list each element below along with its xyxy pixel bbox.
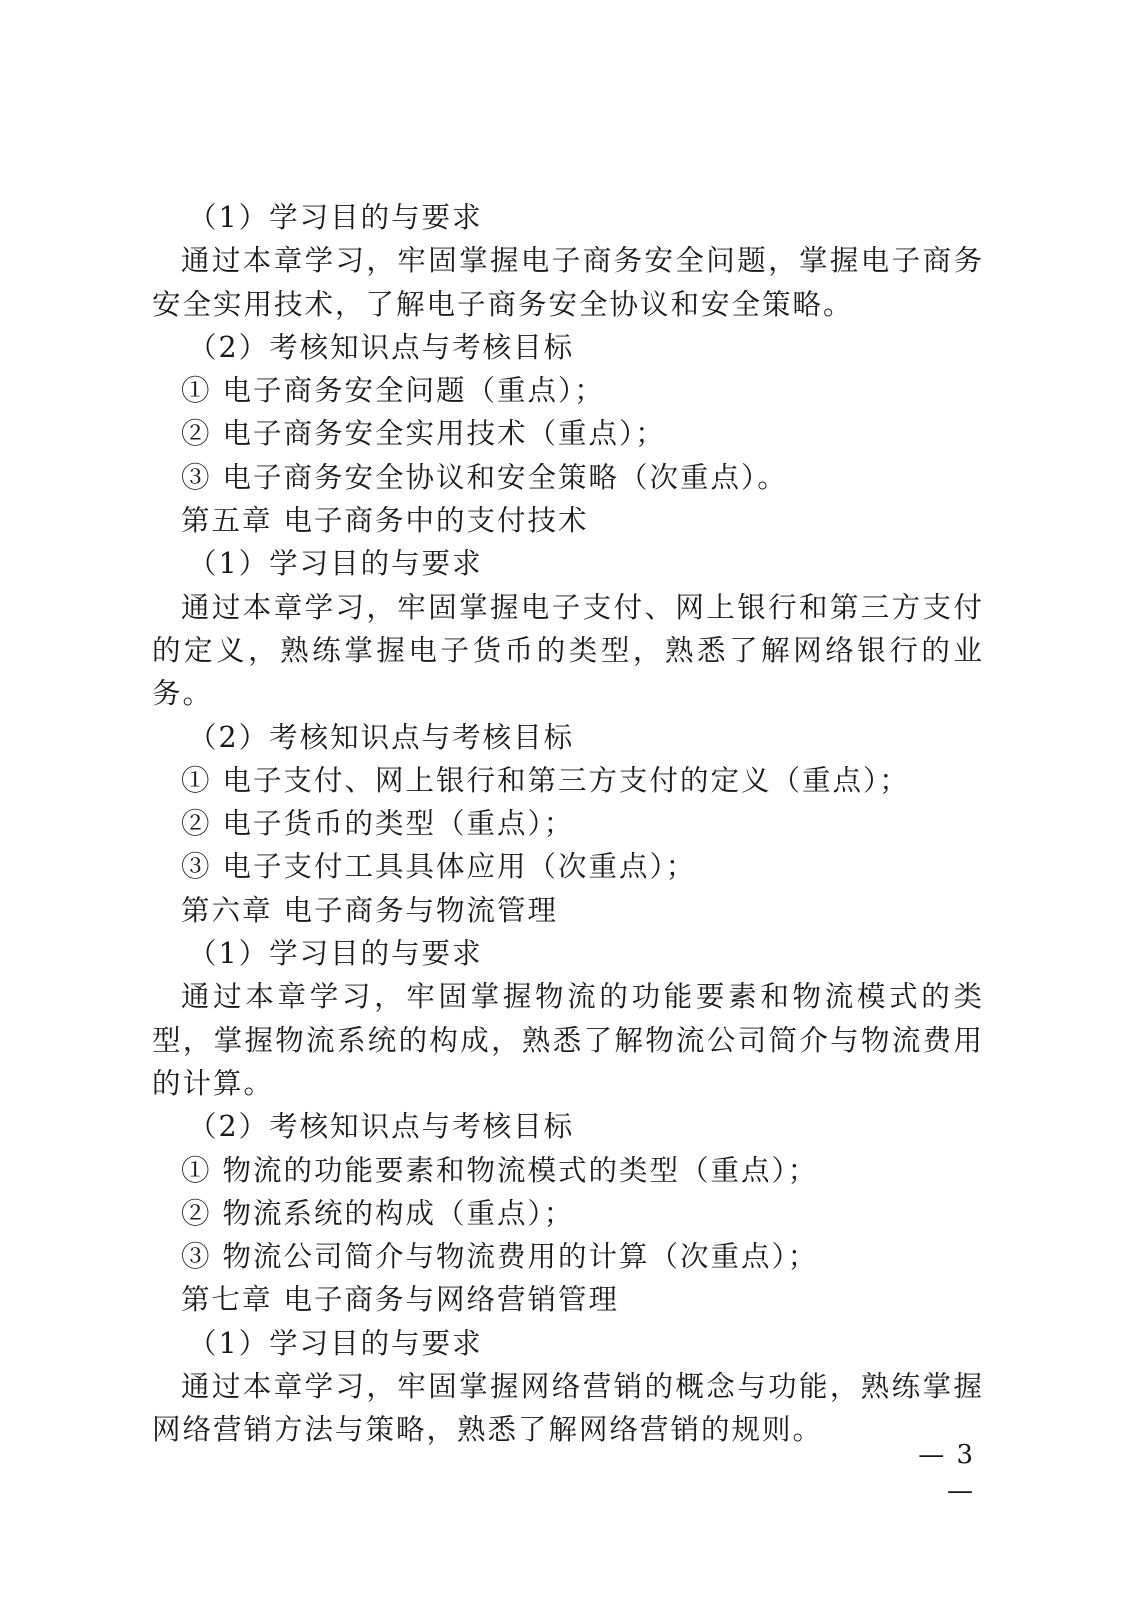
list-item: ① 电子商务安全问题（重点）；	[181, 374, 605, 408]
section-heading: （2）考核知识点与考核目标	[188, 1110, 575, 1144]
paragraph: 通过本章学习，牢固掌握物流的功能要素和物流模式的类型，掌握物流系统的构成，熟悉了解物流公司简介与物流费用的计算。	[152, 980, 984, 1100]
list-item: ③ 电子支付工具具体应用（次重点）；	[181, 850, 697, 884]
section-heading: （1）学习目的与要求	[188, 1326, 483, 1360]
section-heading: （2）考核知识点与考核目标	[188, 330, 575, 364]
page-number: — 3 —	[918, 1440, 975, 1506]
section-heading: （2）考核知识点与考核目标	[188, 720, 575, 754]
paragraph: 通过本章学习，牢固掌握电子商务安全问题，掌握电子商务安全实用技术，了解电子商务安全协议和安全策略。	[152, 244, 984, 321]
list-item: ① 电子支付、网上银行和第三方支付的定义（重点）；	[181, 763, 910, 797]
list-item: ② 物流系统的构成（重点）；	[181, 1196, 575, 1230]
document-body	[152, 196, 984, 1452]
chapter-title: 第七章 电子商务与网络营销管理	[181, 1283, 620, 1317]
list-item: ③ 电子商务安全协议和安全策略（次重点）。	[181, 460, 788, 494]
section-heading: （1）学习目的与要求	[188, 201, 483, 234]
paragraph: 通过本章学习，牢固掌握电子支付、网上银行和第三方支付的定义，熟练掌握电子货币的类型，熟悉了解网络银行的业务。	[152, 590, 984, 711]
list-item: ① 物流的功能要素和物流模式的类型（重点）；	[181, 1153, 819, 1187]
chapter-title: 第六章 电子商务与物流管理	[181, 893, 559, 927]
section-heading: （1）学习目的与要求	[188, 547, 483, 581]
list-item: ③ 物流公司简介与物流费用的计算（次重点）；	[181, 1240, 819, 1274]
section-heading: （1）学习目的与要求	[188, 937, 483, 971]
chapter-title: 第五章 电子商务中的支付技术	[181, 504, 589, 538]
list-item: ② 电子货币的类型（重点）；	[181, 807, 575, 841]
paragraph: 通过本章学习，牢固掌握网络营销的概念与功能，熟练掌握网络营销方法与策略，熟悉了解网络营销的规则。	[152, 1370, 984, 1447]
list-item: ② 电子商务安全实用技术（重点）；	[181, 417, 666, 451]
